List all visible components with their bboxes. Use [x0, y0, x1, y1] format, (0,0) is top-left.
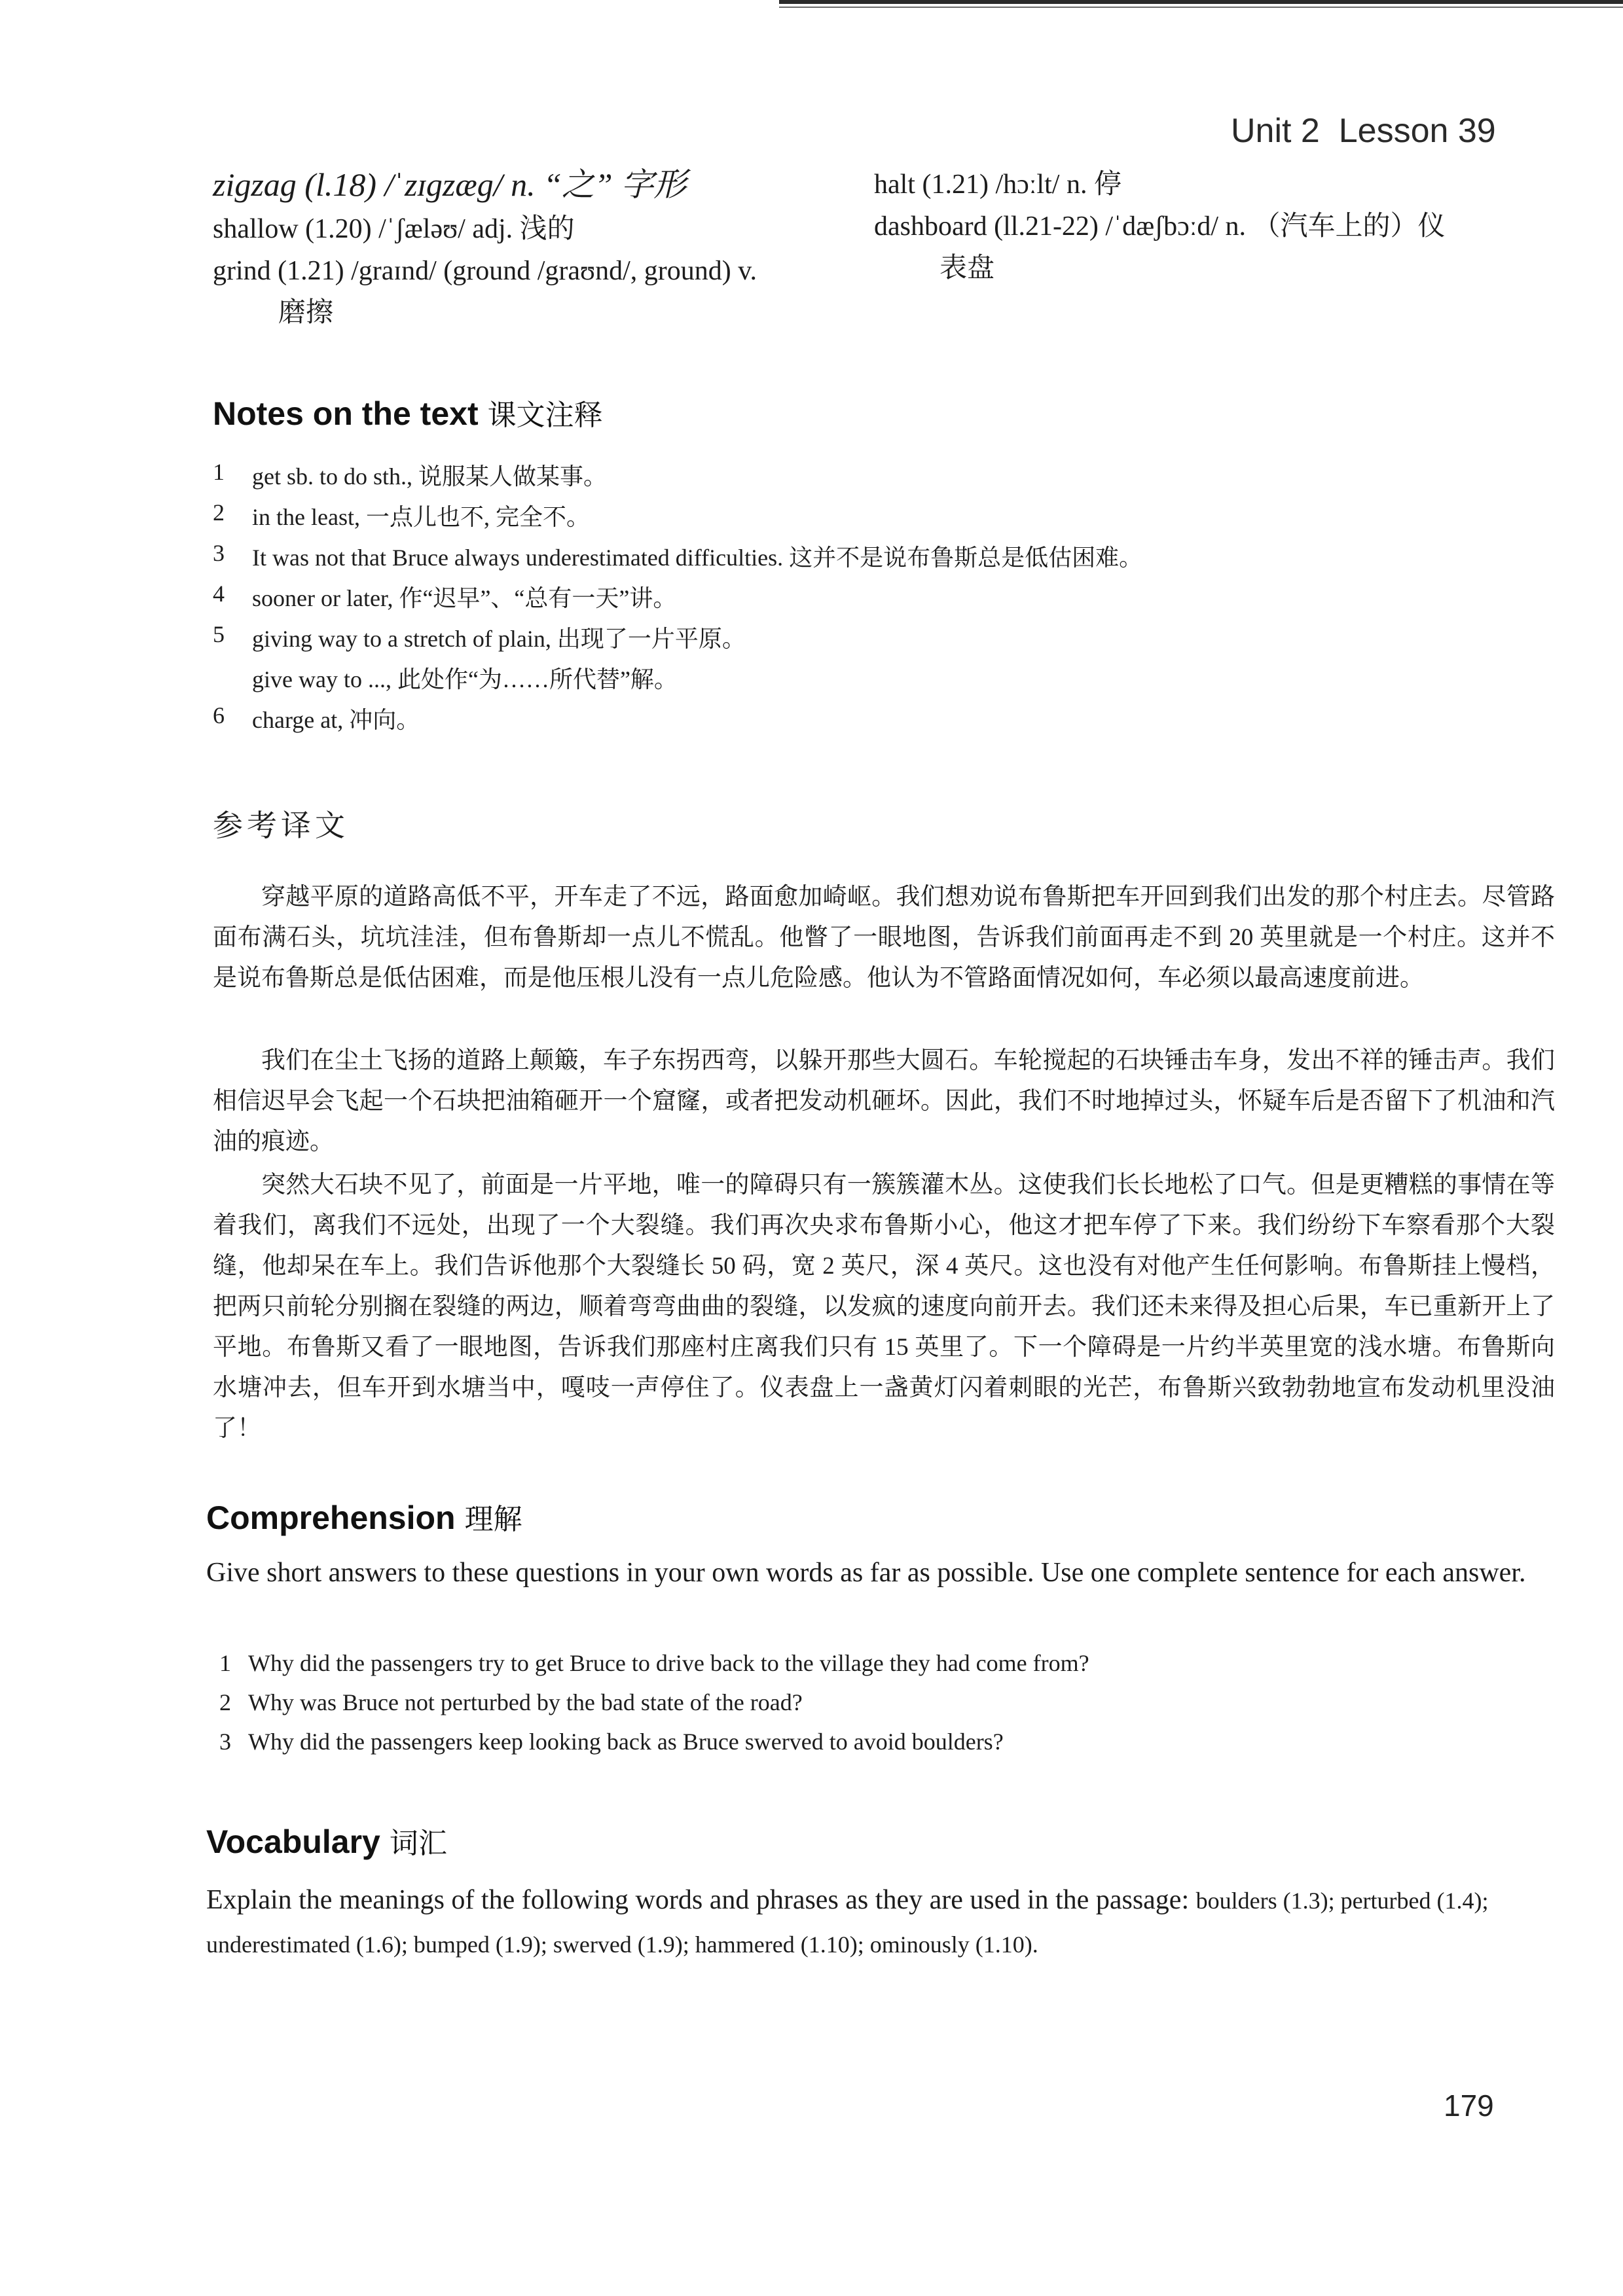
lesson-label: Lesson 39: [1338, 112, 1496, 150]
vocabulary-heading: [206, 1820, 447, 1861]
note-item: [213, 702, 1555, 742]
vocab-entry: [874, 164, 1535, 206]
vocab-entry: [213, 208, 841, 250]
question-item: [219, 1728, 1555, 1767]
vocab-entry: [874, 206, 1535, 289]
question-number: 1: [219, 1650, 231, 1676]
unit-lesson-header: [1231, 111, 1506, 151]
vocab-list-left: [213, 164, 841, 334]
note-number: 2: [213, 499, 225, 526]
note-number: 3: [213, 540, 225, 566]
vocab-entry-text: zigzag (l.18) /ˈzɪgzæg/ n. “之” 字形: [213, 166, 687, 203]
question-text: Why was Bruce not perturbed by the bad state of the road?: [248, 1689, 803, 1715]
vocabulary-word-list: boulders (1.3); perturbed (1.4); underestimated (1.6); bumped (1.9); swerved (1.9); hammered (1.10); ominously (1.10).: [206, 1888, 1489, 1958]
question-text: Why did the passengers keep looking back as Bruce swerved to avoid boulders?: [248, 1729, 1004, 1755]
translation-title: 参考译文: [213, 809, 349, 842]
question-number: 3: [219, 1729, 231, 1755]
unit-label: Unit 2: [1231, 112, 1320, 150]
vocab-entry-meaning: 磨擦: [278, 298, 334, 328]
note-text: in the least, 一点儿也不, 完全不。: [252, 504, 590, 530]
note-text: get sb. to do sth., 说服某人做某事。: [252, 463, 608, 490]
note-text: sooner or later, 作“迟早”、“总有一天”讲。: [252, 585, 677, 611]
vocab-entry-text: shallow (1.20) /ˈʃæləʊ/ adj. 浅的: [213, 214, 575, 244]
note-item: [213, 661, 1555, 702]
comprehension-heading: [206, 1496, 522, 1537]
vocabulary-instruction-text: Explain the meanings of the following words and phrases as they are used in the passage:: [206, 1885, 1190, 1915]
question-number: 2: [219, 1689, 231, 1715]
vocab-entry: [213, 164, 841, 208]
vocab-list-right: [874, 164, 1535, 289]
top-rule-thin: [779, 7, 1623, 8]
notes-title: Notes on the text: [213, 395, 479, 432]
note-number: 4: [213, 581, 225, 607]
vocab-entry: [213, 250, 841, 334]
notes-heading: [213, 391, 603, 433]
note-text: give way to ..., 此处作“为……所代替”解。: [252, 666, 678, 692]
vocab-entry-text: dashboard (ll.21-22) /ˈdæʃbɔːd/ n. （汽车上的）仪: [874, 211, 1446, 242]
translation-paragraph-3: 突然大石块不见了，前面是一片平地，唯一的障碍只有一簇簇灌木丛。这使我们长长地松了口气。但是更糟糕的事情在等着我们，离我们不远处，出现了一个大裂缝。我们再次央求布鲁斯小心，他这才把车停了下来。我们纷纷下车察看那个大裂缝，他却呆在车上。我们告诉他那个大裂缝长 50 码，宽 2 英尺，深 4 英尺。这也没有对他产生任何影响。布鲁斯挂上慢档，把两只前轮分别搁在裂缝的两边，顺着弯弯曲曲的裂缝，以发疯的速度向前开去。我们还未来得及担心后果，车已重新开上了平地。布鲁斯又看了一眼地图，告诉我们那座村庄离我们只有 15 英里了。下一个障碍是一片约半英里宽的浅水塘。布鲁斯向水塘冲去，但车开到水塘当中，嘎吱一声停住了。仪表盘上一盏黄灯闪着刺眼的光芒，布鲁斯兴致勃勃地宣布发动机里没油了！: [213, 1172, 1555, 1442]
note-item: [213, 539, 1555, 580]
note-item: [213, 620, 1555, 661]
vocab-entry-meaning: 表盘: [939, 253, 995, 283]
vocabulary-instruction: [206, 1878, 1555, 1966]
comprehension-questions: [219, 1649, 1555, 1767]
question-text: Why did the passengers try to get Bruce to drive back to the village they had come from?: [248, 1650, 1089, 1676]
translation-paragraph-1: 穿越平原的道路高低不平，开车走了不远，路面愈加崎岖。我们想劝说布鲁斯把车开回到我们出发的那个村庄去。尽管路面布满石头，坑坑洼洼，但布鲁斯却一点儿不慌乱。他瞥了一眼地图，告诉我们前面再走不到 20 英里就是一个村庄。这并不是说布鲁斯总是低估困难，而是他压根儿没有一点儿危险感。他认为不管路面情况如何，车必须以最高速度前进。: [213, 884, 1555, 992]
vocabulary-title-cn: 词汇: [389, 1827, 447, 1860]
question-item: [219, 1689, 1555, 1728]
note-number: 5: [213, 621, 225, 647]
comprehension-title: Comprehension: [206, 1499, 456, 1536]
vocab-entry-text: halt (1.21) /hɔːlt/ n. 停: [874, 170, 1122, 200]
vocab-entry-text: grind (1.21) /graɪnd/ (ground /graʊnd/, ground) v.: [213, 256, 757, 286]
question-item: [219, 1649, 1555, 1689]
note-text: It was not that Bruce always underestimated difficulties. 这并不是说布鲁斯总是低估困难。: [252, 545, 1143, 571]
note-item: [213, 458, 1555, 499]
vocabulary-title: Vocabulary: [206, 1823, 380, 1860]
page-number: 179: [1444, 2089, 1494, 2123]
note-number: 1: [213, 459, 225, 485]
notes-list: [213, 458, 1555, 742]
note-text: charge at, 冲向。: [252, 707, 420, 733]
comprehension-intro: Give short answers to these questions in your own words as far as possible. Use one complete sentence for each answer.: [206, 1558, 1526, 1588]
note-text: giving way to a stretch of plain, 出现了一片平原。: [252, 626, 746, 652]
comprehension-title-cn: 理解: [464, 1503, 522, 1536]
note-item: [213, 499, 1555, 539]
note-item: [213, 580, 1555, 620]
notes-title-cn: 课文注释: [487, 399, 603, 432]
top-rule: [779, 0, 1623, 4]
note-number: 6: [213, 702, 225, 728]
translation-paragraph-2: 我们在尘土飞扬的道路上颠簸，车子东拐西弯，以躲开那些大圆石。车轮搅起的石块锤击车身，发出不祥的锤击声。我们相信迟早会飞起一个石块把油箱砸开一个窟窿，或者把发动机砸坏。因此，我们不时地掉过头，怀疑车后是否留下了机油和汽油的痕迹。: [213, 1047, 1555, 1155]
